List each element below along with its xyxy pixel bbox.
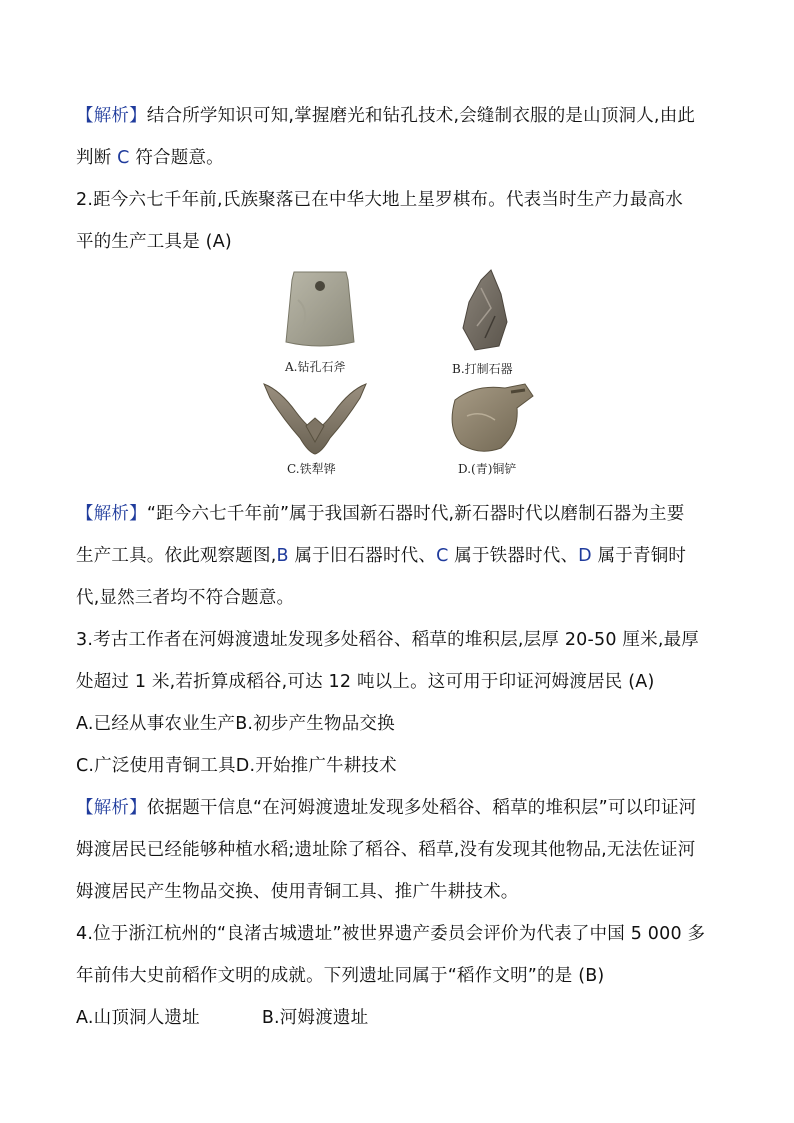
q2-analysis-text: 生产工具。依此观察题图, bbox=[76, 546, 277, 566]
q4-option-b: B.河姆渡遗址 bbox=[261, 1008, 369, 1028]
q2-stem-line-1: 2.距今六七千年前,氏族聚落已在中华大地上星罗棋布。代表当时生产力最高水 bbox=[76, 190, 683, 210]
figure-item-a bbox=[280, 270, 430, 370]
q2-figure bbox=[240, 262, 570, 482]
figure-caption-d: D.(青)铜铲 bbox=[458, 462, 517, 476]
q2-analysis-text: “距今六七千年前”属于我国新石器时代,新石器时代以磨制石器为主要 bbox=[146, 504, 685, 524]
figure-item-b bbox=[455, 268, 605, 368]
q2-analysis-text: 属于青铜时 bbox=[591, 546, 687, 566]
plowshare-icon bbox=[260, 380, 370, 460]
option-letter: C bbox=[436, 546, 449, 566]
option-letter: C bbox=[117, 148, 130, 168]
q1-analysis-line-1 bbox=[76, 104, 726, 128]
figure-caption-a: A.钻孔石斧 bbox=[285, 360, 346, 374]
analysis-tag: 【解析】 bbox=[76, 504, 147, 524]
q2-analysis-line-2 bbox=[76, 544, 726, 568]
chipped-stone-icon bbox=[455, 268, 515, 352]
q1-analysis-text: 结合所学知识可知,掌握磨光和钻孔技术,会缝制衣服的是山顶洞人,由此 bbox=[146, 106, 696, 126]
q4-stem-line-1: 4.位于浙江杭州的“良渚古城遗址”被世界遗产委员会评价为代表了中国 5 000 多 bbox=[76, 924, 706, 944]
bronze-spade-icon bbox=[445, 380, 535, 456]
option-letter: B bbox=[276, 546, 289, 566]
analysis-tag: 【解析】 bbox=[76, 106, 147, 126]
figure-caption-c: C.铁犁铧 bbox=[287, 462, 336, 476]
q1-analysis-text: 判断 bbox=[76, 148, 118, 168]
q1-analysis-line-2 bbox=[76, 146, 726, 170]
q3-analysis-line-3: 姆渡居民产生物品交换、使用青铜工具、推广牛耕技术。 bbox=[76, 882, 519, 902]
q4-stem-line-2: 年前伟大史前稻作文明的成就。下列遗址同属于“稻作文明”的是 (B) bbox=[76, 966, 605, 986]
q3-stem-line-1: 3.考古工作者在河姆渡遗址发现多处稻谷、稻草的堆积层,层厚 20-50 厘米,最厚 bbox=[76, 630, 699, 650]
q2-analysis-line-3: 代,显然三者均不符合题意。 bbox=[76, 588, 295, 608]
q3-stem-line-2: 处超过 1 米,若折算成稻谷,可达 12 吨以上。这可用于印证河姆渡居民 (A) bbox=[76, 672, 655, 692]
figure-caption-b: B.打制石器 bbox=[452, 362, 513, 376]
q3-analysis-line-2: 姆渡居民已经能够种植水稻;遗址除了稻谷、稻草,没有发现其他物品,无法佐证河 bbox=[76, 840, 696, 860]
q3-options-line-1: A.已经从事农业生产B.初步产生物品交换 bbox=[76, 714, 395, 734]
q4-options-line-1 bbox=[76, 1006, 726, 1030]
q3-options-line-2: C.广泛使用青铜工具D.开始推广牛耕技术 bbox=[76, 756, 397, 776]
analysis-tag: 【解析】 bbox=[76, 798, 147, 818]
stone-axe-icon bbox=[280, 270, 360, 350]
option-letter: D bbox=[578, 546, 592, 566]
q2-stem-line-2: 平的生产工具是 (A) bbox=[76, 232, 232, 252]
q2-analysis-text: 属于铁器时代、 bbox=[448, 546, 579, 566]
q3-analysis-line-1 bbox=[76, 796, 726, 820]
q2-analysis-text: 属于旧石器时代、 bbox=[288, 546, 437, 566]
q4-option-a: A.山顶洞人遗址 bbox=[76, 1008, 200, 1028]
q2-analysis-line-1 bbox=[76, 502, 726, 526]
q3-analysis-text: 依据题干信息“在河姆渡遗址发现多处稻谷、稻草的堆积层”可以印证河 bbox=[146, 798, 697, 818]
q1-analysis-text: 符合题意。 bbox=[129, 148, 224, 168]
